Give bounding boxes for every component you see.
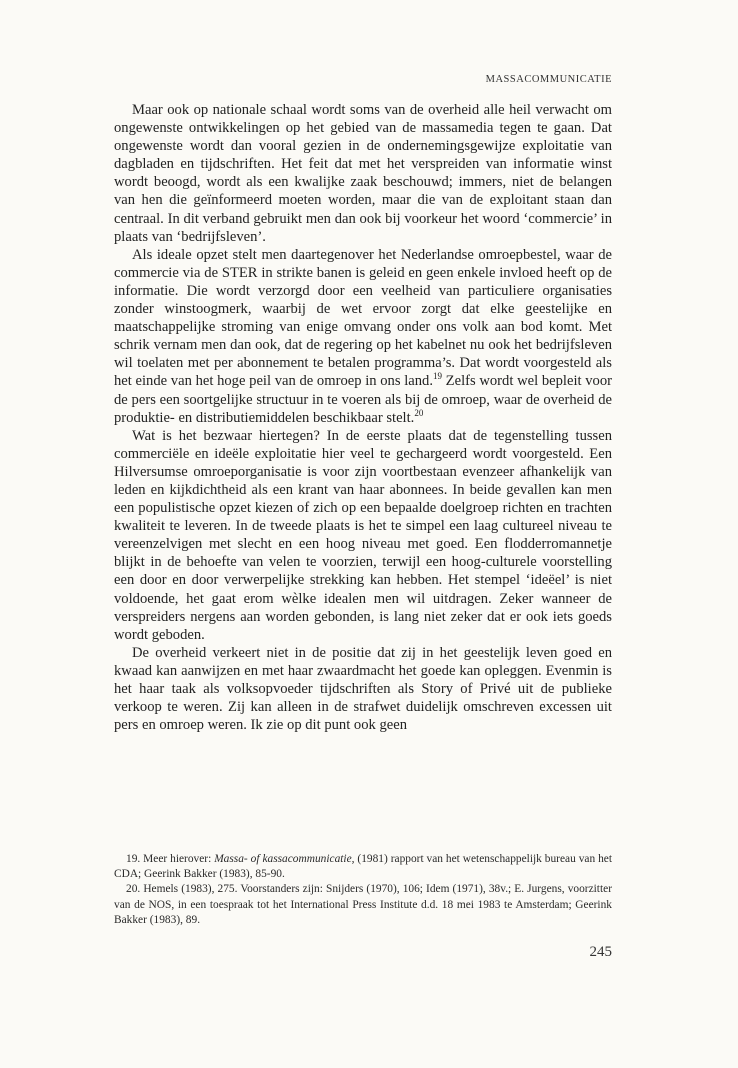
paragraph-2 (114, 246, 612, 427)
footnote-19-title: Massa- of kassacommunicatie, (214, 853, 355, 865)
footnote-19 (114, 852, 612, 882)
footnote-ref-19[interactable]: 19 (432, 371, 442, 382)
footnote-ref-20[interactable]: 20 (414, 407, 424, 418)
page-number: 245 (589, 944, 612, 960)
paragraph-4: De overheid verkeert niet in de positie dat zij in het geestelijk leven goed en kwaad kan aanwijzen en met haar zwaardmacht het goede kan opleggen. Evenmin is het haar taak als volksopvoeder tijdschriften als Story of Privé uit de publieke verkoop te weren. Zij kan alleen in de strafwet duidelijk omschreven excessen uit pers en omroep weren. Ik zie op dit punt ook geen (114, 644, 612, 734)
footnotes (114, 852, 612, 928)
paragraph-3: Wat is het bezwaar hiertegen? In de eerste plaats dat de tegenstelling tussen commerciële en ideële exploitatie hier veel te gechargeerd wordt voorgesteld. Een Hilversumse omroeporganisatie is voor zijn voortbestaan evenzeer afhankelijk van leden en kijkdichtheid als een krant van haar abonnees. In beide gevallen kan men een populistische opzet kiezen of zich op een bepaalde doelgroep richten en trachten kwaliteit te leveren. In de tweede plaats is het te simpel een laag cultureel niveau te vereenzelvigen met slecht en een hoog niveau met goed. Een flodderromannetje blijkt in de behoefte van velen te voorzien, terwijl een hoog-culturele voorstelling een door en door verwerpelijke strekking kan hebben. Het stempel ‘ideëel’ is niet voldoende, het gaat erom wèlke idealen men wil uitdragen. Zeker wanneer de verspreiders nergens aan worden gebonden, is lang niet zeker dat er ook iets goeds wordt geboden. (114, 427, 612, 643)
paragraph-2-text-b: Zelfs wordt wel bepleit voor de pers een soortgelijke structuur in te voeren als bij de omroep, waar de overheid de produktie- en distributiemiddelen beschikbaar stelt. (114, 373, 612, 426)
running-title: MASSACOMMUNICATIE (485, 74, 612, 85)
footnote-19-text-b: (1981) rapport van het wetenschappelijk bureau van het CDA; Geerink Bakker (1983), 85-90. (114, 853, 612, 881)
main-text (114, 101, 612, 734)
footnote-20: 20. Hemels (1983), 275. Voorstanders zijn: Snijders (1970), 106; Idem (1971), 38v.; E. Jurgens, voorzitter van de NOS, in een toespraak tot het International Press Institute d.d. 18 mei 1983 te Amsterdam; Geerink Bakker (1983), 89. (114, 883, 612, 926)
paragraph-1: Maar ook op nationale schaal wordt soms van de overheid alle heil verwacht om ongewenste ontwikkelingen op het gebied van de massamedia tegen te gaan. Dat ongewenste wordt dan vooral gezien in de ondernemingsgewijze exploitatie van dagbladen en tijdschriften. Het feit dat met het verspreiden van informatie winst wordt beoogd, wordt als een kwalijke zaak beschouwd; immers, niet de belangen van hen die geïnformeerd moeten worden, maar die van de exploitant staan dan centraal. In dit verband gebruikt men dan ook bij voorkeur het woord ‘commercie’ in plaats van ‘bedrijfsleven’. (114, 102, 612, 245)
footnote-19-text-a: 19. Meer hierover: (126, 853, 215, 865)
paragraph-2-text-a: Als ideale opzet stelt men daartegenover het Nederlandse omroepbestel, waar de commercie via de STER in strikte banen is geleid en geen enkele invloed heeft op de informatie. Die wordt verzorgd door een veelheid van particuliere organisaties zonder winstoogmerk, waarbij de wet ervoor zorgt dat elke geestelijke en maatschappelijke stroming van enige omvang onder ons volk aan bod komt. Met schrik vernam men dan ook, dat de regering op het kabelnet nu ook het bedrijfsleven wil toelaten met per abonnement te betalen programma’s. Dat wordt voorgesteld als het einde van het hoge peil van de omroep in ons land. (114, 246, 612, 390)
